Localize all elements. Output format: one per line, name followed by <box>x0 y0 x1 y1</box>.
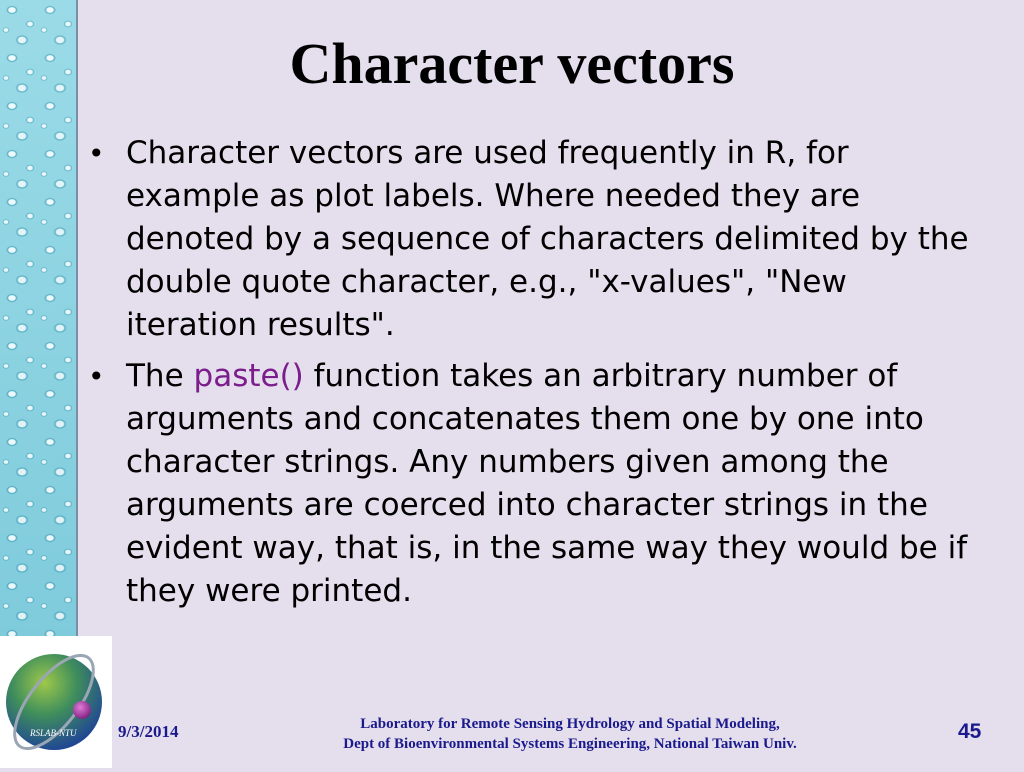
bullet-item-1 <box>86 132 986 347</box>
slide-title: Character vectors <box>289 31 735 96</box>
footer-lab-line-2: Dept of Bioenvironmental Systems Engineering, National Taiwan Univ. <box>343 736 797 752</box>
bullet-text-2-after: function takes an arbitrary number of arguments and concatenates them one by one into character strings. Any numbers given among the arguments are coerced into character strings in the evident way, that is, in the same way they would be if they were printed. <box>126 358 968 609</box>
footer-lab-line-1: Laboratory for Remote Sensing Hydrology and Spatial Modeling, <box>360 716 780 732</box>
bullet-text-1: Character vectors are used frequently in R, for example as plot labels. Where needed they are denoted by a sequence of characters delimited by the double quote character, e.g., "x-values", "New iteration results". <box>126 135 969 343</box>
bullet-dot-icon: • <box>88 360 105 393</box>
rslab-logo-icon <box>0 636 112 768</box>
bullet-text-2-before: The <box>126 358 194 394</box>
bullet-dot-icon: • <box>88 137 105 170</box>
footer-lab-info <box>280 714 860 754</box>
page-number: 45 <box>958 720 982 743</box>
logo-text: RSLAB-NTU <box>30 728 77 738</box>
rslab-logo <box>0 636 112 768</box>
bullet-list <box>86 132 986 621</box>
decorative-water-strip <box>0 0 76 636</box>
footer-date: 9/3/2014 <box>118 722 179 741</box>
paste-function-keyword: paste() <box>193 358 304 394</box>
strip-divider <box>76 0 78 636</box>
bullet-item-2 <box>86 355 986 613</box>
